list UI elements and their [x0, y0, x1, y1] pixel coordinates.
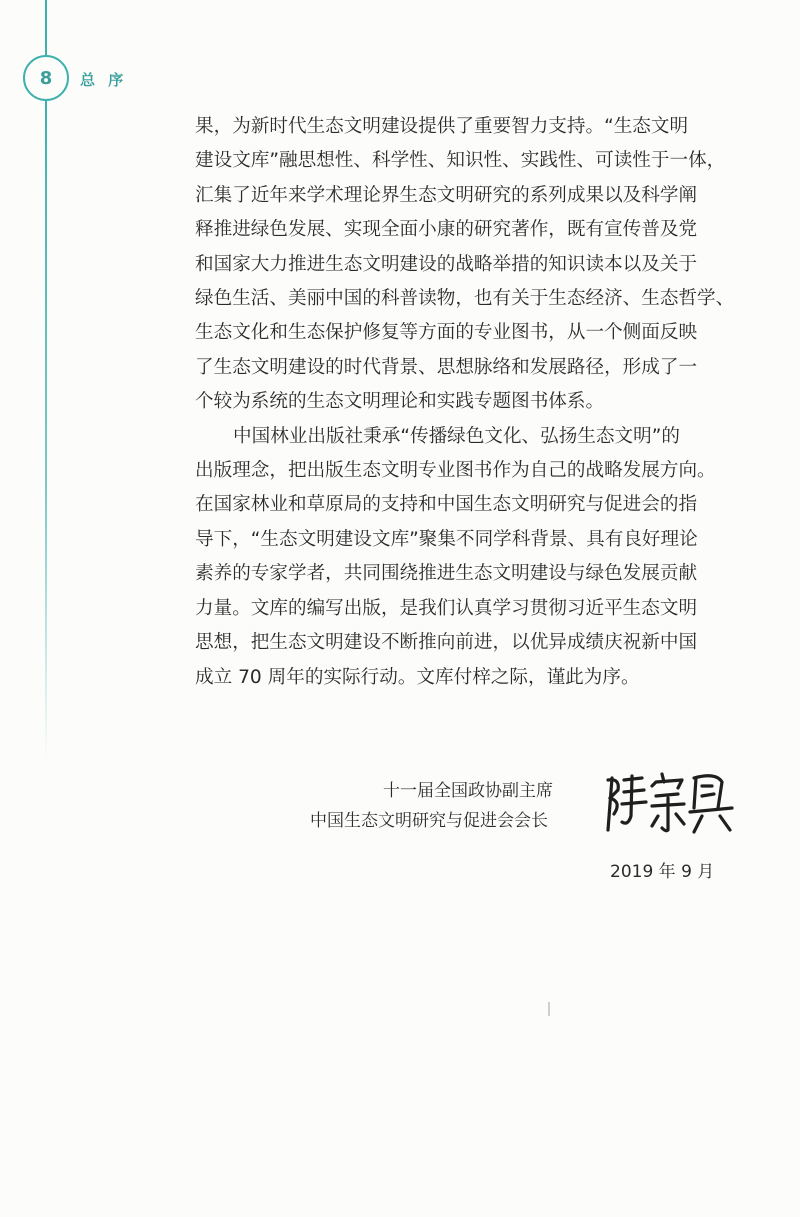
handwritten-signature	[598, 768, 738, 840]
text-line: 出版理念，把出版生态文明专业图书作为自己的战略发展方向。	[195, 460, 716, 482]
text-line: 生态文化和生态保护修复等方面的专业图书，从一个侧面反映	[195, 322, 698, 344]
text-line: 汇集了近年来学术理论界生态文明研究的系列成果以及科学阐	[195, 184, 698, 206]
text-line: 思想，把生态文明建设不断推向前进，以优异成绩庆祝新中国	[195, 632, 698, 654]
paragraph-2	[195, 420, 735, 695]
text-line: 了生态文明建设的时代背景、思想脉络和发展路径，形成了一	[195, 356, 698, 378]
text-line: 绿色生活、美丽中国的科普读物，也有关于生态经济、生态哲学、	[195, 288, 735, 310]
text-line: 释推进绿色发展、实现全面小康的研究著作，既有宣传普及党	[195, 219, 698, 241]
scan-speck	[548, 1002, 550, 1016]
text-line: 和国家大力推进生态文明建设的战略举措的知识读本以及关于	[195, 253, 698, 275]
preface-date: 2019 年 9 月	[610, 862, 715, 882]
signatory-organization: 中国生态文明研究与促进会会长	[310, 811, 548, 831]
running-header: 总 序	[80, 71, 128, 89]
text-line: 力量。文库的编写出版，是我们认真学习贯彻习近平生态文明	[195, 597, 698, 619]
text-line: 在国家林业和草原局的支持和中国生态文明研究与促进会的指	[195, 494, 698, 516]
text-line: 果，为新时代生态文明建设提供了重要智力支持。“生态文明	[195, 116, 689, 137]
signatory-title: 十一届全国政协副主席	[383, 781, 553, 801]
margin-rule-top	[45, 0, 47, 55]
body-text	[195, 110, 735, 695]
page-number-badge	[23, 55, 69, 101]
text-line: 个较为系统的生态文明理论和实践专题图书体系。	[195, 391, 605, 413]
text-line: 素养的专家学者，共同围绕推进生态文明建设与绿色发展贡献	[195, 563, 698, 585]
text-line: 成立 70 周年的实际行动。文库付梓之际，谨此为序。	[195, 666, 640, 688]
text-line: 导下，“生态文明建设文库”聚集不同学科背景、具有良好理论	[195, 528, 698, 550]
margin-rule-bottom	[45, 100, 47, 760]
page-number: 8	[39, 67, 53, 89]
paragraph-1	[195, 110, 735, 420]
text-line: 建设文库”融思想性、科学性、知识性、实践性、可读性于一体，	[195, 150, 726, 172]
text-line: 中国林业出版社秉承“传播绿色文化、弘扬生态文明”的	[233, 425, 680, 447]
